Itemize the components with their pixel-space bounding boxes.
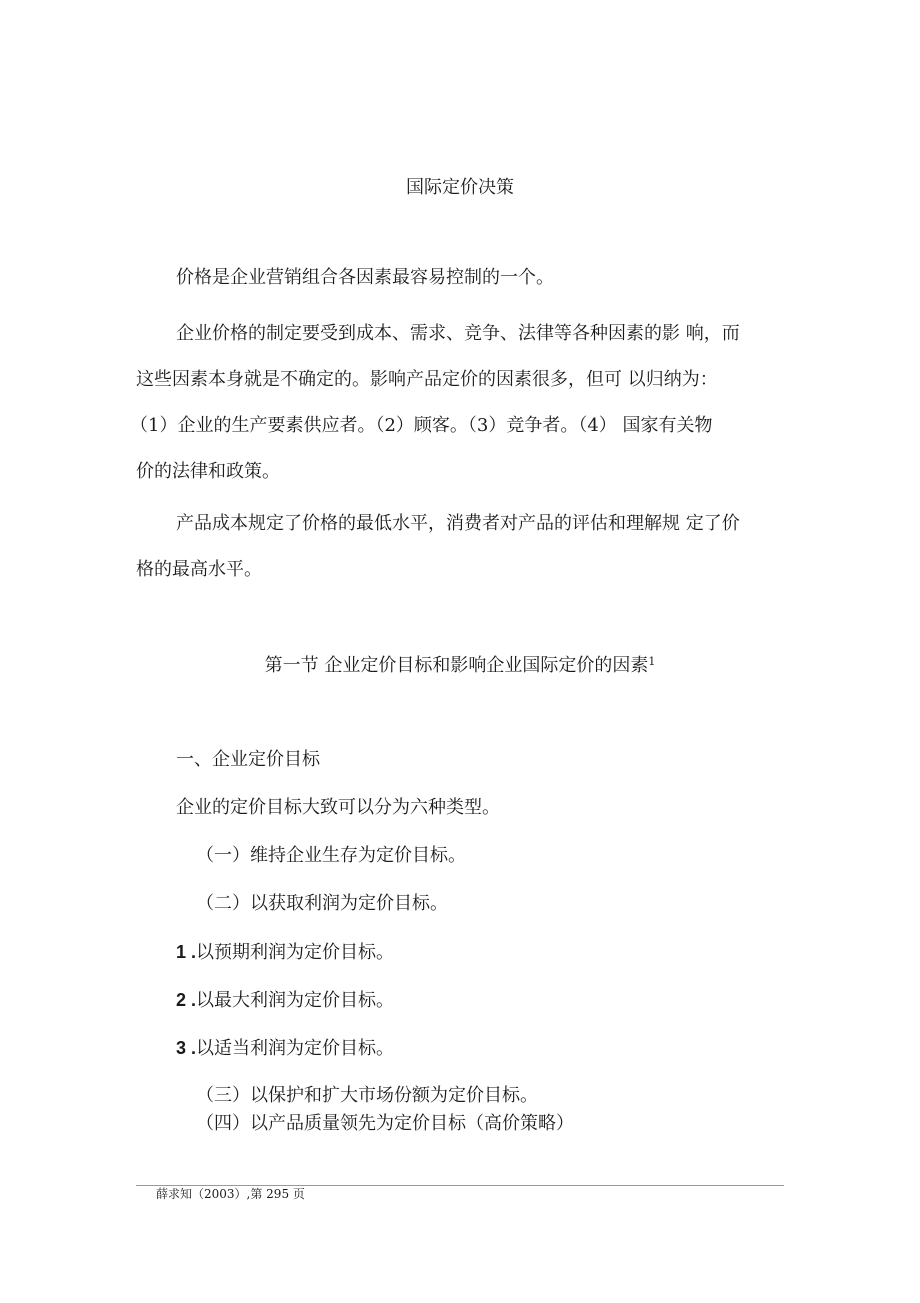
- paragraph-price-control: 价格是企业营销组合各因素最容易控制的一个。: [176, 267, 554, 288]
- paragraph-factors-line-4: 价的法律和政策。: [136, 461, 280, 482]
- list-item-profit: （二）以获取利润为定价目标。: [196, 893, 448, 914]
- sublist-number: 3 .: [176, 1038, 197, 1058]
- document-title: 国际定价决策: [406, 177, 514, 198]
- paragraph-factors-line-3: （1）企业的生产要素供应者。（2）顾客。（3）竞争者。（4） 国家有关物: [130, 415, 713, 436]
- list-item-survival: （一）维持企业生存为定价目标。: [196, 845, 466, 866]
- paragraph-factors-line-2: 这些因素本身就是不确定的。影响产品定价的因素很多，但可 以归纳为：: [136, 369, 718, 390]
- subsection-heading: 一、企业定价目标: [176, 749, 320, 770]
- sublist-text: 以适当利润为定价目标。: [196, 1038, 395, 1059]
- section-title-text: 第一节 企业定价目标和影响企业国际定价的因素: [264, 655, 649, 676]
- sublist-item-expected-profit: [176, 940, 826, 965]
- sublist-item-max-profit: [176, 988, 826, 1013]
- sublist-text: 以预期利润为定价目标。: [196, 942, 395, 963]
- footnote-text: 薛求知（2003）,第 295 页: [156, 1187, 305, 1201]
- sublist-number: 1 .: [176, 942, 197, 962]
- sublist-item-appropriate-profit: [176, 1036, 826, 1061]
- footnote-reference: 1: [648, 655, 656, 668]
- list-item-market-share: （三）以保护和扩大市场份额为定价目标。: [196, 1085, 538, 1106]
- sublist-number: 2 .: [176, 990, 197, 1010]
- section-title: [0, 650, 920, 678]
- subsection-intro: 企业的定价目标大致可以分为六种类型。: [176, 797, 500, 818]
- paragraph-cost-line-2: 格的最高水平。: [136, 559, 262, 580]
- list-item-quality-leadership: （四）以产品质量领先为定价目标（高价策略）: [196, 1113, 574, 1134]
- sublist-text: 以最大利润为定价目标。: [196, 990, 395, 1011]
- paragraph-factors-line-1: 企业价格的制定要受到成本、需求、竞争、法律等各种因素的影 响，而: [176, 323, 740, 344]
- paragraph-cost-line-1: 产品成本规定了价格的最低水平，消费者对产品的评估和理解规 定了价: [176, 513, 740, 534]
